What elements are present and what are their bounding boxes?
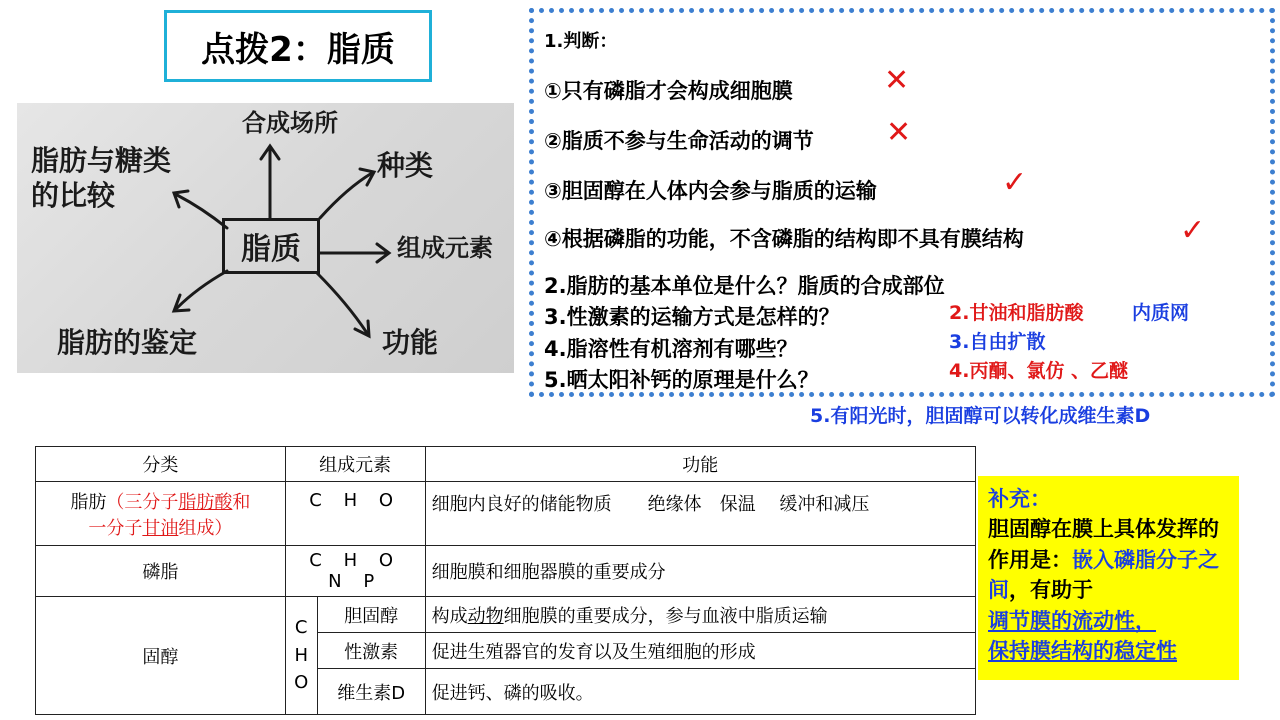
lipid-table <box>35 446 976 715</box>
mindmap-image <box>17 103 514 373</box>
sterol-elements: C H O <box>285 597 317 715</box>
supplement-underline-1: 调节膜的流动性， <box>988 608 1156 633</box>
mindmap-branch-synthesis-site: 合成场所 <box>242 108 338 137</box>
mindmap-branch-types: 种类 <box>377 149 434 182</box>
q1-item-1: ①只有磷脂才会构成细胞膜 <box>544 79 793 103</box>
mindmap-branch-elements: 组成元素 <box>397 233 493 262</box>
fat-cell: 脂肪（三分子脂肪酸和 一分子甘油组成） <box>36 482 286 546</box>
check-mark-icon: ✓ <box>1002 165 1028 200</box>
phospholipid-name: 磷脂 <box>36 546 286 597</box>
cholesterol-name: 胆固醇 <box>317 597 425 633</box>
supplement-underline-2: 保持膜结构的稳定性 <box>988 639 1177 664</box>
q4: 4.脂溶性有机溶剂有哪些？ <box>544 337 798 361</box>
check-mark-icon: ✓ <box>1180 213 1206 248</box>
q1-item-3: ③胆固醇在人体内会参与脂质的运输 <box>544 179 877 203</box>
table-row <box>36 597 976 633</box>
phospholipid-elements: C H O N P <box>285 546 425 597</box>
fat-elements: C H O <box>285 482 425 546</box>
q5: 5.晒太阳补钙的原理是什么？ <box>544 368 819 392</box>
answer-2-red: 2.甘油和脂肪酸 <box>949 302 1084 324</box>
supplement-text-1: 胆固醇在膜上具体发挥的作用是： <box>988 517 1219 572</box>
supplement-box <box>978 476 1239 680</box>
table-row <box>36 546 976 597</box>
vitamin-d-name: 维生素D <box>317 669 425 715</box>
wrong-mark-icon: ✕ <box>886 115 912 150</box>
answer-4: 4.丙酮、氯仿 、乙醚 <box>949 360 1129 382</box>
q3: 3.性激素的运输方式是怎样的？ <box>544 305 840 329</box>
q1-item-2: ②脂质不参与生命活动的调节 <box>544 129 814 153</box>
page-title: 点拨2：脂质 <box>164 10 432 82</box>
q1-header: 1.判断： <box>544 31 618 52</box>
header-function: 功能 <box>425 447 975 482</box>
mindmap-branch-identification: 脂肪的鉴定 <box>57 326 198 359</box>
vitamin-d-function: 促进钙、磷的吸收。 <box>425 669 975 715</box>
wrong-mark-icon: ✕ <box>884 63 910 98</box>
mindmap-center: 脂质 <box>222 218 320 274</box>
sterol-name: 固醇 <box>36 597 286 715</box>
fat-function: 细胞内良好的储能物质 绝缘体 保温 缓冲和减压 <box>425 482 975 546</box>
answer-5: 5.有阳光时，胆固醇可以转化成维生素D <box>810 405 1151 427</box>
answer-2-blue: 内质网 <box>1132 302 1190 324</box>
supplement-heading: 补充： <box>988 487 1051 511</box>
mindmap-branch-function: 功能 <box>382 326 439 359</box>
supplement-text-2: ，有助于 <box>1009 578 1093 603</box>
q2: 2.脂肪的基本单位是什么？脂质的合成部位 <box>544 274 945 298</box>
mindmap-branch-compare: 脂肪与糖类的比较 <box>31 144 172 212</box>
header-category: 分类 <box>36 447 286 482</box>
table-row <box>36 482 976 546</box>
answer-3: 3.自由扩散 <box>949 331 1046 353</box>
header-elements: 组成元素 <box>285 447 425 482</box>
q1-item-4: ④根据磷脂的功能，不含磷脂的结构即不具有膜结构 <box>544 227 1024 251</box>
cholesterol-function: 构成动物细胞膜的重要成分，参与血液中脂质运输 <box>425 597 975 633</box>
phospholipid-function: 细胞膜和细胞器膜的重要成分 <box>425 546 975 597</box>
supplement-text-blue: 嵌入磷脂分子之间 <box>988 547 1219 603</box>
sex-hormone-name: 性激素 <box>317 633 425 669</box>
question-box <box>529 8 1275 397</box>
sex-hormone-function: 促进生殖器官的发育以及生殖细胞的形成 <box>425 633 975 669</box>
